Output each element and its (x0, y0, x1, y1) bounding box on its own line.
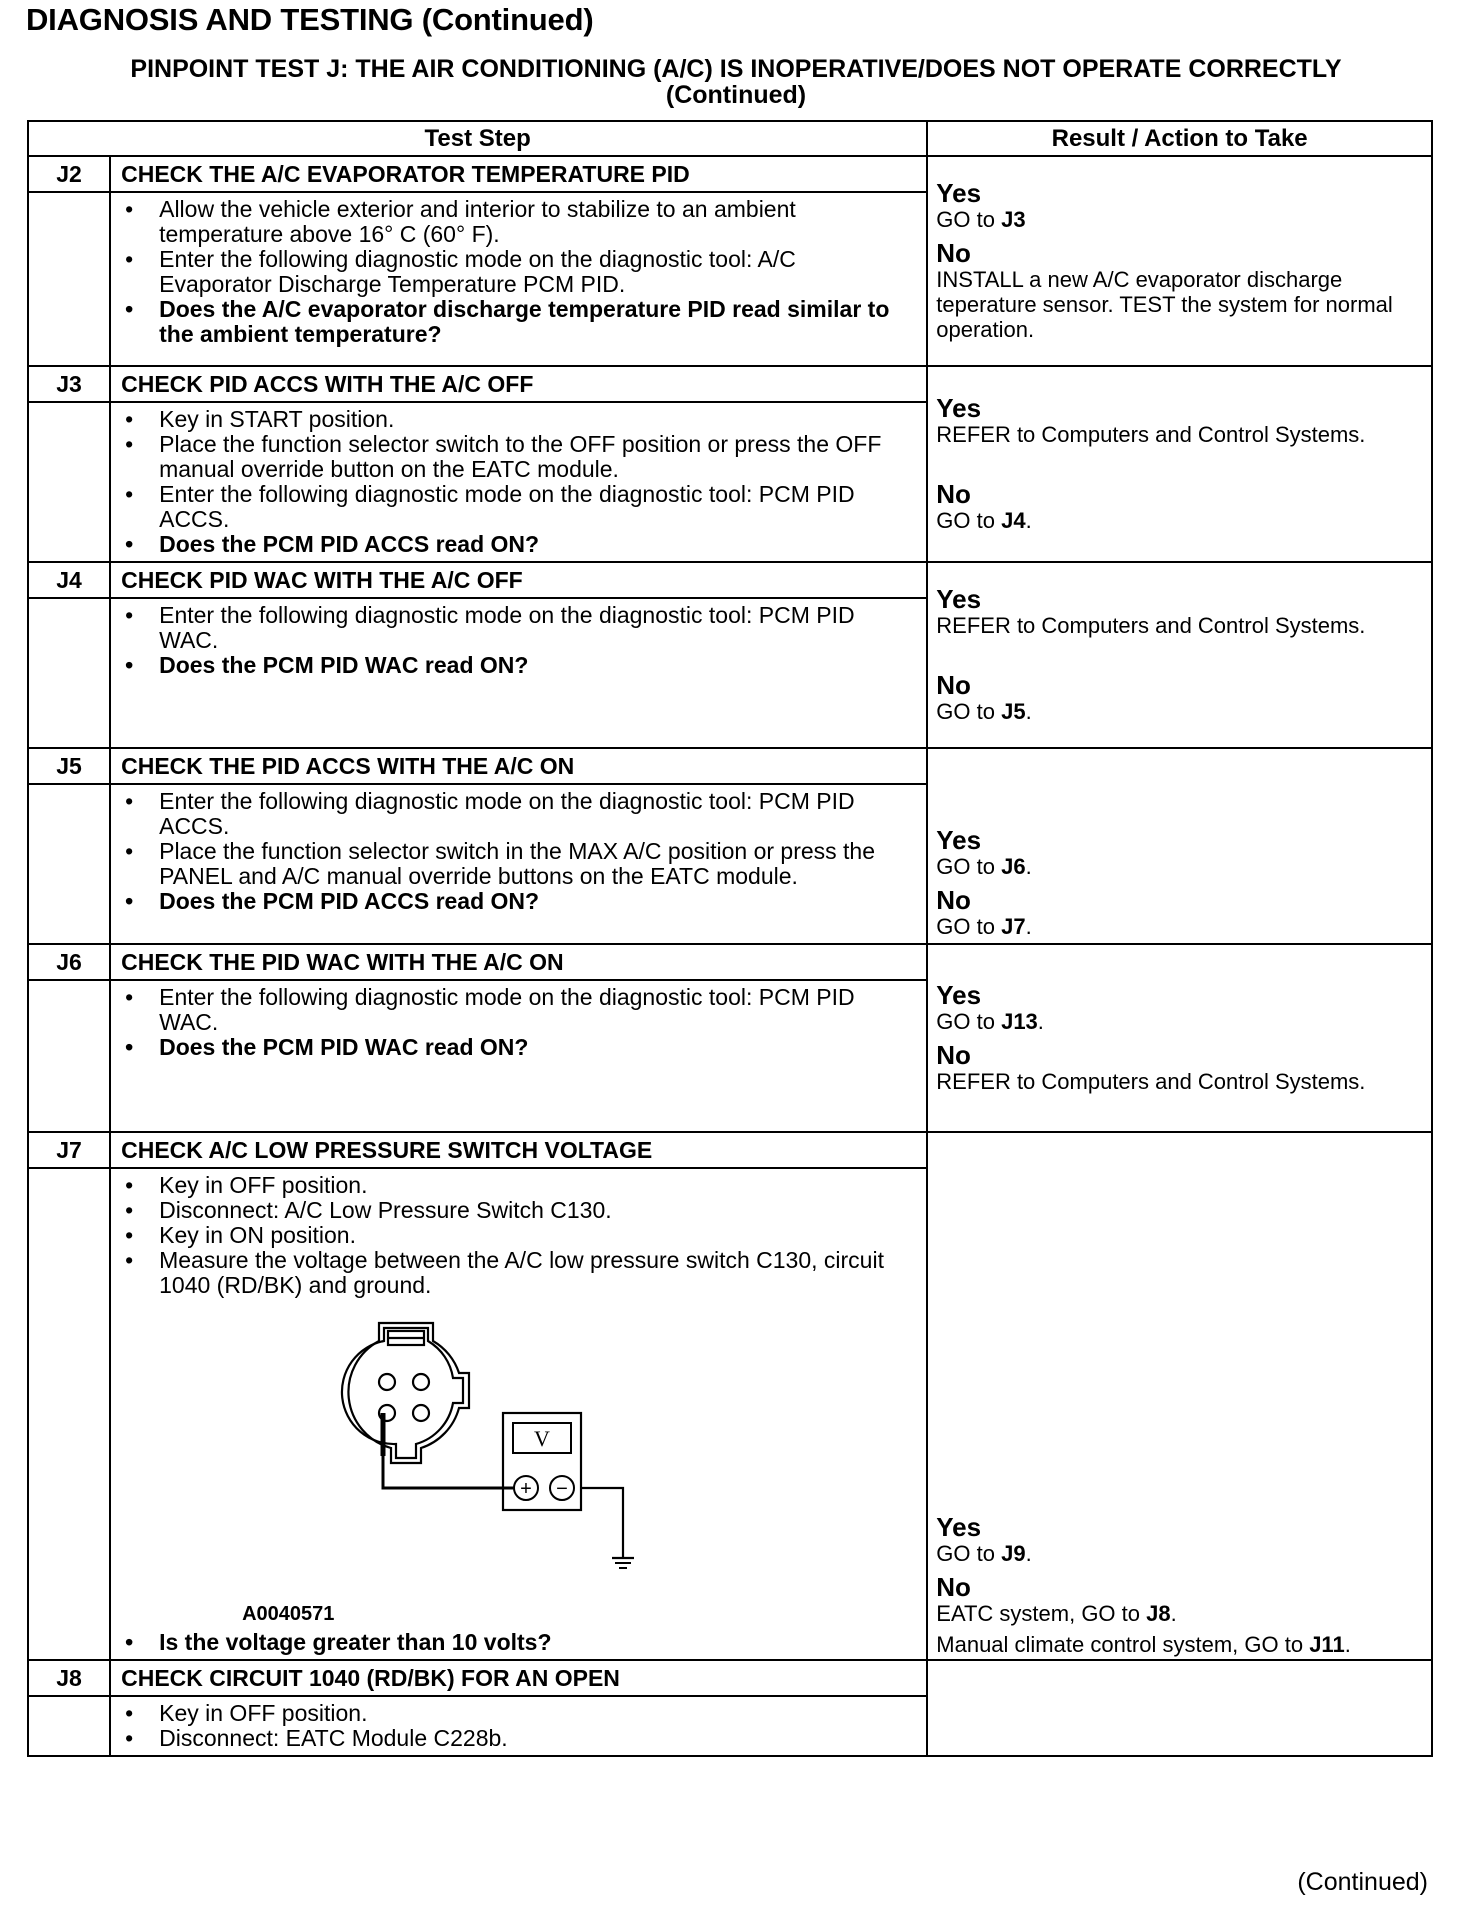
step-instructions (110, 980, 927, 1132)
list-item: • Enter the following diagnostic mode on the diagnostic tool: PCM PID ACCS. (111, 789, 906, 839)
step-question: • Does the A/C evaporator discharge temperature PID read similar to the ambient temperature? (111, 297, 906, 347)
step-header-row (28, 366, 1432, 402)
step-question: • Is the voltage greater than 10 volts? (111, 1630, 906, 1655)
step-title: CHECK THE PID WAC WITH THE A/C ON (110, 944, 927, 980)
result-cell (927, 156, 1432, 366)
list-item: • Measure the voltage between the A/C low pressure switch C130, circuit 1040 (RD/BK) and ground. (111, 1248, 906, 1298)
step-reference: J9 (1001, 1541, 1026, 1566)
step-id: J6 (28, 944, 110, 980)
step-id: J4 (28, 562, 110, 598)
step-id: J2 (28, 156, 110, 192)
list-item: • Allow the vehicle exterior and interior to stabilize to an ambient temperature above 16° C (60° F). (111, 197, 906, 247)
step-reference: J4 (1001, 508, 1026, 533)
no-action: GO to J4. (936, 508, 1032, 533)
list-item: • Disconnect: A/C Low Pressure Switch C130. (111, 1198, 906, 1223)
column-header-test-step: Test Step (28, 121, 927, 156)
step-instructions (110, 1696, 927, 1756)
result-cell (927, 1660, 1432, 1756)
no-label: No (936, 479, 971, 509)
voltmeter (503, 1413, 581, 1510)
no-action-eatc: EATC system, GO to J8. (936, 1601, 1177, 1626)
positive-terminal: + (520, 1478, 532, 1500)
step-instructions (110, 784, 927, 944)
yes-label: Yes (936, 178, 982, 208)
table-header-row (28, 121, 1432, 156)
no-label: No (936, 1040, 971, 1070)
step-id: J8 (28, 1660, 110, 1696)
list-item: • Key in OFF position. (111, 1173, 906, 1198)
step-header-row (28, 156, 1432, 192)
page-title: DIAGNOSIS AND TESTING (Continued) (26, 2, 594, 37)
yes-label: Yes (936, 393, 982, 423)
result-cell (927, 944, 1432, 1132)
voltage-measurement-diagram (111, 1298, 927, 1630)
step-title: CHECK THE PID ACCS WITH THE A/C ON (110, 748, 927, 784)
yes-action: GO to J9. (936, 1541, 1032, 1566)
step-title: CHECK PID WAC WITH THE A/C OFF (110, 562, 927, 598)
result-cell (927, 1132, 1432, 1660)
step-question: • Does the PCM PID ACCS read ON? (111, 889, 906, 914)
no-action: GO to J5. (936, 699, 1032, 724)
no-label: No (936, 670, 971, 700)
no-label: No (936, 238, 971, 268)
step-title: CHECK A/C LOW PRESSURE SWITCH VOLTAGE (110, 1132, 927, 1168)
list-item: • Enter the following diagnostic mode on the diagnostic tool: PCM PID WAC. (111, 985, 906, 1035)
no-label: No (936, 1572, 971, 1602)
step-instructions (110, 192, 927, 366)
no-action: GO to J7. (936, 914, 1032, 939)
step-instructions (110, 402, 927, 562)
list-item: • Key in OFF position. (111, 1701, 906, 1726)
yes-action: GO to J3 (936, 207, 1026, 232)
list-item: • Place the function selector switch in the MAX A/C position or press the PANEL and A/C manual override buttons on the EATC module. (111, 839, 906, 889)
step-header-row (28, 1132, 1432, 1168)
step-id: J5 (28, 748, 110, 784)
meter-unit-label: V (534, 1426, 551, 1451)
continued-label: (Continued) (1297, 1868, 1428, 1896)
step-reference: J7 (1001, 914, 1026, 939)
step-header-row (28, 562, 1432, 598)
list-item: • Place the function selector switch to the OFF position or press the OFF manual override button on the EATC module. (111, 432, 906, 482)
wiring-diagram (111, 1298, 906, 1630)
list-item: • Key in START position. (111, 407, 906, 432)
yes-action: REFER to Computers and Control Systems. (936, 613, 1366, 638)
no-action: REFER to Computers and Control Systems. (936, 1069, 1366, 1094)
list-item: • Key in ON position. (111, 1223, 906, 1248)
step-id: J3 (28, 366, 110, 402)
connector-c130 (342, 1323, 469, 1463)
step-title: CHECK THE A/C EVAPORATOR TEMPERATURE PID (110, 156, 927, 192)
yes-action: GO to J6. (936, 854, 1032, 879)
no-action-manual: Manual climate control system, GO to J11. (936, 1632, 1351, 1657)
step-reference: J5 (1001, 699, 1026, 724)
step-reference: J11 (1309, 1632, 1345, 1657)
figure-id: A0040571 (242, 1603, 335, 1625)
no-action: INSTALL a new A/C evaporator discharge teperature sensor. TEST the system for normal operation. (936, 267, 1393, 342)
yes-label: Yes (936, 825, 982, 855)
step-question: • Does the PCM PID WAC read ON? (111, 1035, 906, 1060)
step-header-row (28, 944, 1432, 980)
list-item: • Enter the following diagnostic mode on the diagnostic tool: PCM PID WAC. (111, 603, 906, 653)
yes-label: Yes (936, 980, 982, 1010)
pinpoint-test-table (27, 120, 1433, 1757)
negative-terminal: − (556, 1478, 568, 1500)
step-reference: J6 (1001, 854, 1026, 879)
result-cell (927, 366, 1432, 562)
yes-label: Yes (936, 1512, 982, 1542)
yes-label: Yes (936, 584, 982, 614)
step-title: CHECK PID ACCS WITH THE A/C OFF (110, 366, 927, 402)
list-item: • Enter the following diagnostic mode on the diagnostic tool: PCM PID ACCS. (111, 482, 906, 532)
list-item: • Enter the following diagnostic mode on the diagnostic tool: A/C Evaporator Discharge Temperature PCM PID. (111, 247, 906, 297)
step-question: • Does the PCM PID ACCS read ON? (111, 532, 906, 557)
list-item: • Disconnect: EATC Module C228b. (111, 1726, 906, 1751)
subtitle-line-2: (Continued) (665, 81, 807, 109)
step-reference: J13 (1001, 1009, 1038, 1034)
test-lead (383, 1413, 634, 1568)
column-header-result: Result / Action to Take (927, 121, 1432, 156)
step-title: CHECK CIRCUIT 1040 (RD/BK) FOR AN OPEN (110, 1660, 927, 1696)
result-cell (927, 562, 1432, 748)
step-reference: J3 (1001, 207, 1026, 232)
step-question: • Does the PCM PID WAC read ON? (111, 653, 906, 678)
no-label: No (936, 885, 971, 915)
step-id: J7 (28, 1132, 110, 1168)
yes-action: GO to J13. (936, 1009, 1044, 1034)
step-reference: J8 (1146, 1601, 1171, 1626)
yes-action: REFER to Computers and Control Systems. (936, 422, 1366, 447)
step-instructions (110, 598, 927, 748)
step-instructions (110, 1168, 927, 1660)
result-cell (927, 748, 1432, 944)
section-subtitle (26, 56, 1446, 108)
subtitle-line-1: PINPOINT TEST J: THE AIR CONDITIONING (A/C) IS INOPERATIVE/DOES NOT OPERATE CORRECTLY (130, 55, 1342, 83)
step-header-row (28, 1660, 1432, 1696)
step-header-row (28, 748, 1432, 784)
